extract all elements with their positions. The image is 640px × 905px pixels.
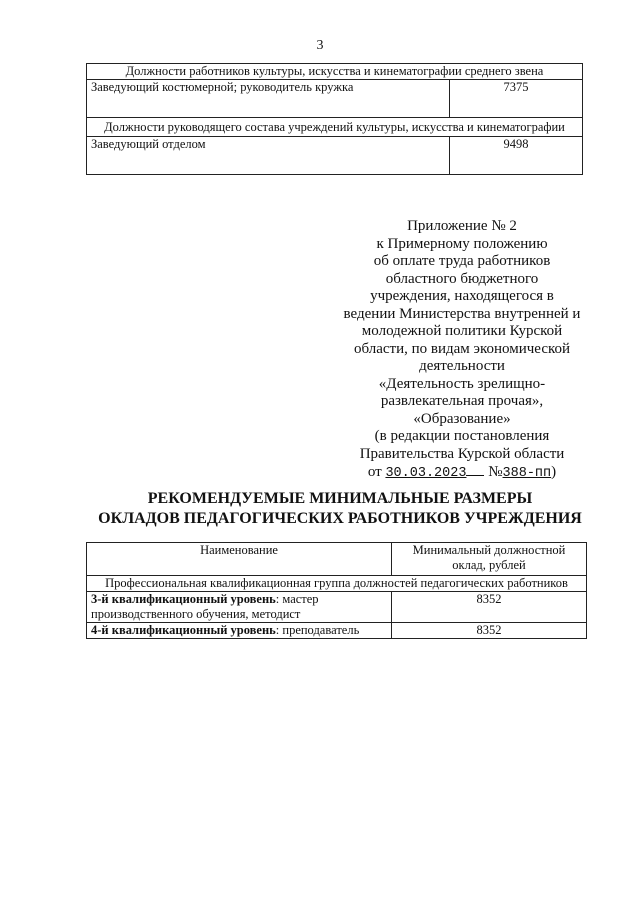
appendix-line: ведении Министерства внутренней и [343, 305, 581, 322]
table-row [87, 623, 587, 639]
appendix-block [330, 218, 594, 483]
appendix-line: (в редакции постановления [374, 428, 550, 444]
salary-table-culture [86, 63, 583, 175]
table-group-row [87, 118, 583, 137]
table-row [87, 137, 583, 175]
level-label: 4-й квалификационный уровень [91, 623, 276, 637]
appendix-line: деятельности [419, 358, 505, 374]
appendix-line: Приложение № 2 [407, 218, 517, 234]
appendix-line: к Примерному положению [376, 235, 548, 252]
table-row [87, 592, 587, 623]
positions-text: : преподаватель [275, 623, 360, 637]
level-label: 3-й квалификационный уровень [91, 592, 276, 606]
position-name: Заведующий костюмерной; руководитель кружка [87, 80, 450, 118]
heading-line: ОКЛАДОВ ПЕДАГОГИЧЕСКИХ РАБОТНИКОВ УЧРЕЖДЕНИЯ [98, 510, 582, 527]
position-name [87, 592, 392, 623]
group-title: Профессиональная квалификационная группа должностей педагогических работников [87, 576, 587, 592]
appendix-line: областного бюджетного [385, 270, 539, 287]
salary-value: 7375 [450, 80, 583, 118]
appendix-line: «Образование» [413, 410, 511, 427]
table-header-row [87, 543, 587, 576]
appendix-line: развлекательная прочая», [380, 393, 544, 409]
position-name [87, 623, 392, 639]
number-prefix: № [488, 464, 503, 480]
table-group-row [87, 576, 587, 592]
resolution-date-line [330, 463, 594, 483]
appendix-line: области, по видам экономической [353, 340, 571, 357]
appendix-line: Правительства Курской области [359, 445, 565, 462]
salary-value: 8352 [392, 623, 587, 639]
position-name: Заведующий отделом [87, 137, 450, 175]
resolution-date: 30.03.2023 [385, 466, 467, 481]
table-group-row [87, 64, 583, 80]
underline-gap [466, 463, 484, 476]
group-title: Должности работников культуры, искусства и кинематографии среднего звена [87, 64, 583, 80]
date-prefix: от [367, 464, 382, 480]
header-name: Наименование [87, 543, 392, 576]
salary-value: 9498 [450, 137, 583, 175]
appendix-line: учреждения, находящегося в [370, 288, 554, 304]
group-title: Должности руководящего состава учреждений культуры, искусства и кинематографии [87, 118, 583, 137]
salary-table-pedagogical [86, 542, 587, 639]
appendix-line: «Деятельность зрелищно- [378, 375, 546, 392]
positions-text: : мастер производственного обучения, методист [91, 592, 319, 621]
table-row [87, 80, 583, 118]
appendix-line: об оплате труда работников [373, 253, 551, 269]
resolution-number: 388-пп [502, 466, 552, 481]
appendix-line: молодежной политики Курской [361, 323, 563, 339]
heading-line: РЕКОМЕНДУЕМЫЕ МИНИМАЛЬНЫЕ РАЗМЕРЫ [147, 490, 533, 507]
document-heading [70, 489, 610, 529]
header-salary: Минимальный должностной оклад, рублей [392, 543, 587, 576]
closing-paren: ) [551, 464, 557, 480]
salary-value: 8352 [392, 592, 587, 623]
page-number: 3 [316, 38, 324, 53]
